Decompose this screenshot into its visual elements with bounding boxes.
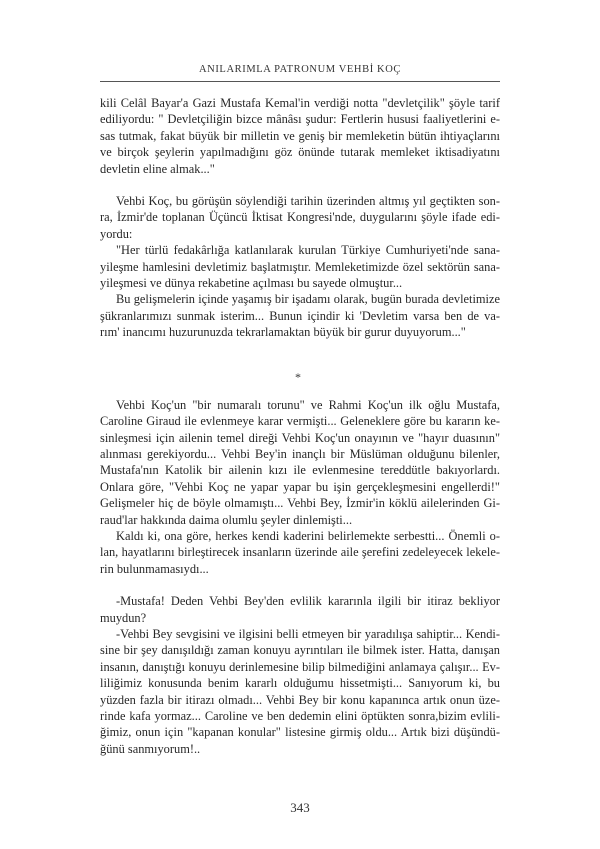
text-line: yileşmesi ve dünya rekabetine açılması bu sayede olmuştur... xyxy=(100,276,403,291)
text-line: rin bulunmamasıydı... xyxy=(100,561,209,576)
header-rule xyxy=(100,81,500,82)
text-line: Kaldı ki, ona göre, herkes kendi kaderini belirlemekte serbestti... Önemli o- xyxy=(116,528,500,543)
text-line: Vehbi Koç, bu görüşün söylendiği tarihin üzerinden altmış yıl geçtikten son- xyxy=(116,194,500,209)
paragraph-question xyxy=(100,593,500,626)
text-line: şükranlarımızı sunmak isterim... Bunun içindir ki 'Devletim varsa ben de va- xyxy=(100,308,500,323)
text-line: yüzden fazla bir itirazı olmadı... Vehbi Bey bir konu kapanınca artık onun üze- xyxy=(100,692,500,707)
text-line: ve birçok şeylerin yapılmadığını göz önünde tutarak memleket iktisadiyatını xyxy=(100,145,500,160)
text-line: muydun? xyxy=(100,610,147,625)
paragraph-speech-quote xyxy=(100,242,500,291)
text-line: Caroline Giraud ile evlenmeye karar vermişti... Geleneklere göre bu kararın ke- xyxy=(100,414,500,429)
text-line: rinde kafa yormaz... Caroline ve ben dedemin elini öptükten sonra,bizim evlili- xyxy=(100,709,500,723)
paragraph-kader xyxy=(100,528,500,577)
text-line: Onlara göre, "Vehbi Koç ne yapar yapar bu işin gerçekleşmesini engellerdi!" xyxy=(100,479,500,494)
text-line: kili Celâl Bayar'a Gazi Mustafa Kemal'in verdiği notta "devletçilik" şöyle tarif xyxy=(100,96,500,110)
text-line: -Vehbi Bey sevgisini ve ilgisini belli etmeyen bir yaradılışa sahiptir... Kendi- xyxy=(116,626,500,641)
text-line: sinleşmesi için ailenin temel direği Vehbi Koç'un onayının ve "hayır duasının" xyxy=(100,430,500,445)
text-line: -Mustafa! Deden Vehbi Bey'den evlilik kararınla ilgili bir itiraz bekliyor xyxy=(116,594,500,609)
paragraph-mustafa-caroline xyxy=(100,397,500,528)
paragraph-quote-devletcilik xyxy=(100,95,500,177)
text-line: "Her türlü fedakârlığa katlanılarak kurulan Türkiye Cumhuriyeti'nde sana- xyxy=(116,243,500,258)
text-line: Gelişmeler hiç de böyle olmamıştı... Vehbi Bey, İzmir'in köklü ailelerinden Gi- xyxy=(100,496,500,511)
paragraph-speech-quote-cont xyxy=(100,291,500,340)
paragraph-answer xyxy=(100,626,500,757)
text-line: raud'lar hakkında daima olumlu şeyler dinlemişti... xyxy=(100,512,353,527)
text-line: Bu gelişmelerin içinde yaşamış bir işadamı olarak, bugün burada devletimize xyxy=(116,292,500,307)
text-line: rım' inancımı huzurunuzda tekrarlamaktan büyük bir gurur duyuyorum..." xyxy=(100,325,466,340)
section-divider-asterisk: * xyxy=(295,370,301,384)
text-line: sine bir şey danışıldığı zaman konuyu ayrıntıları ile bilmek ister. Hatta, danışan xyxy=(100,643,500,658)
text-line: liliğimiz konusunda benim kararlı olduğumu hissetmişti... Sanıyorum ki, bu xyxy=(100,676,500,691)
paragraph-vehbi-koc-kongre xyxy=(100,193,500,242)
text-line: devletin eline almak..." xyxy=(100,161,215,176)
page-number: 343 xyxy=(290,800,310,815)
text-line: ra, İzmir'de toplanan Üçüncü İktisat Kongresi'nde, duygularını şöyle ifade edi- xyxy=(100,210,500,225)
text-line: alınması gerekiyordu... Vehbi Bey'in inançlı bir Müslüman olduğunu bilenler, xyxy=(100,446,500,461)
text-line: Vehbi Koç'un "bir numaralı torunu" ve Rahmi Koç'un ilk oğlu Mustafa, xyxy=(116,397,500,412)
text-line: lan, hayatlarını birleştirecek insanların üzerinde aile şerefini zedeleyecek lekele- xyxy=(100,545,500,560)
text-line: Mustafa'nın Katolik bir ailenin kızı ile evlenmesine tereddütle bakıyorlardı. xyxy=(100,463,500,478)
text-line: insanın, danıştığı konuyu derinlemesine bilip bilmediğini anlamaya çalışır... Ev- xyxy=(100,659,500,674)
text-line: sas tutmak, fakat büyük bir milletin ve geniş bir memleketin bütün ihtiyaçlarını xyxy=(100,128,500,143)
text-line: yordu: xyxy=(100,226,133,241)
text-line: ğimiz, onun için "kapanan konular" listesine girmiş oldu... Artık bizi düşündü- xyxy=(100,725,500,740)
text-line: ediliyordu: " Devletçiliğin bizce mânâsı şudur: Fertlerin hususi faaliyetlerini e- xyxy=(100,112,500,127)
text-line: ğünü sanmıyorum!.. xyxy=(100,741,201,756)
body-text xyxy=(100,95,500,757)
running-header: ANILARIMLA PATRONUM VEHBİ KOÇ xyxy=(198,64,402,75)
text-line: yileşme hamlesini devletimiz başlatmıştır. Memleketimizde özel sektörün sana- xyxy=(100,259,500,274)
